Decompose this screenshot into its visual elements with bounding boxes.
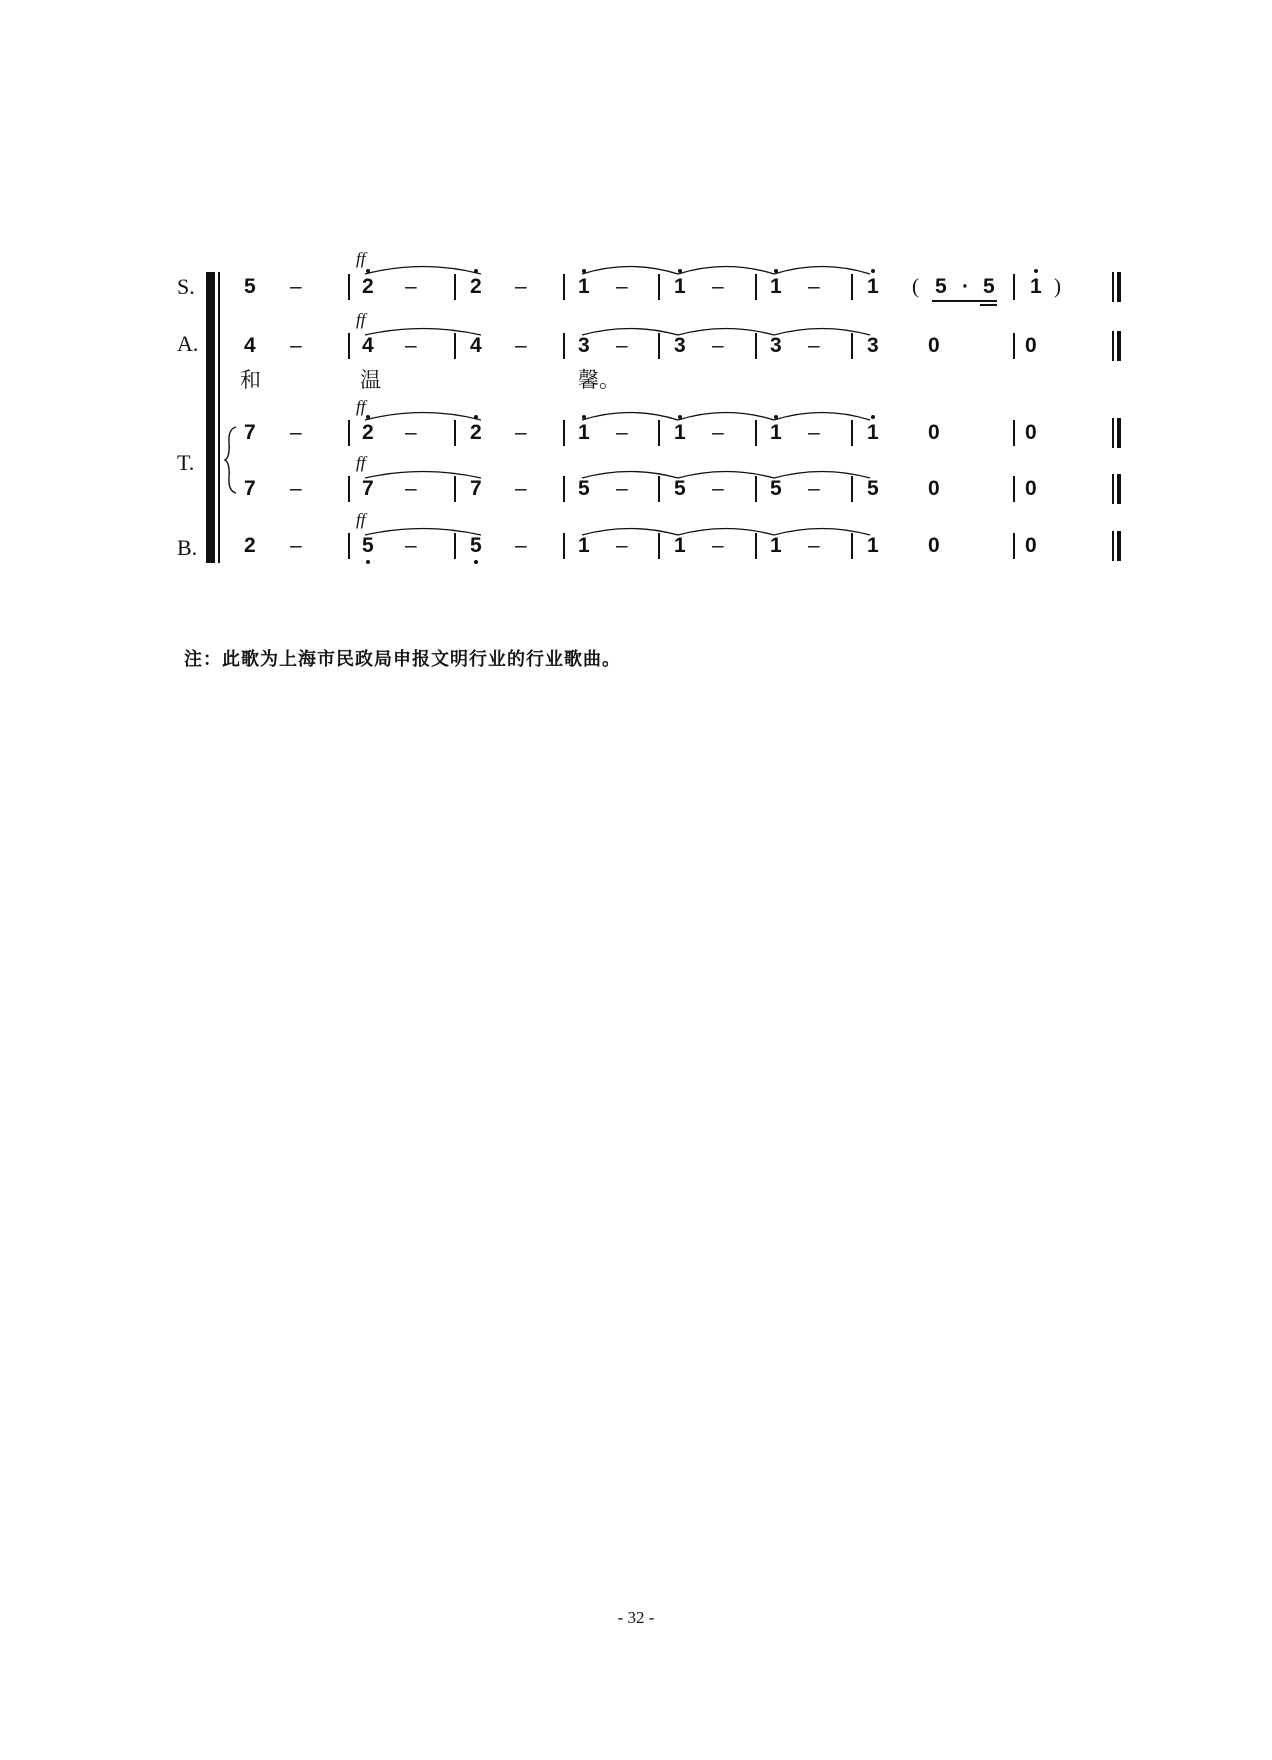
rest: 0 (1025, 421, 1037, 444)
underline (932, 300, 997, 302)
tie-slur (772, 408, 872, 422)
dash: – (712, 334, 724, 357)
staff-tenor-2 (0, 453, 1272, 522)
dash: – (616, 275, 628, 298)
note: 1 (1030, 275, 1042, 298)
barline (563, 333, 565, 359)
tie-slur (772, 262, 872, 276)
tie-slur (580, 408, 680, 422)
note: 5 (674, 477, 686, 500)
barline (1013, 533, 1015, 559)
barline (1013, 476, 1015, 502)
dash: – (616, 421, 628, 444)
dash: – (405, 534, 417, 557)
dash: – (616, 477, 628, 500)
dash: – (405, 477, 417, 500)
note: 5 (362, 534, 374, 557)
dynamic-ff: ff (356, 397, 366, 416)
tie-slur (363, 408, 483, 422)
rest: 0 (928, 534, 940, 557)
tie-slur (580, 525, 680, 537)
dash: – (515, 334, 527, 357)
note: 1 (578, 534, 590, 557)
voice-label-bass: B. (177, 535, 198, 560)
barline (348, 420, 350, 446)
dash: – (290, 477, 302, 500)
dash: – (405, 421, 417, 444)
dash: – (808, 534, 820, 557)
tie-slur (676, 408, 776, 422)
note: 5 (867, 477, 879, 500)
barline (563, 420, 565, 446)
note: 3 (674, 334, 686, 357)
barline (755, 420, 757, 446)
dash: – (290, 421, 302, 444)
underline (980, 304, 997, 306)
dot: · (962, 275, 969, 298)
footnote: 注：此歌为上海市民政局申报文明行业的行业歌曲。 (184, 649, 621, 670)
note: 1 (770, 534, 782, 557)
lyric-syllable: 和 (240, 368, 261, 392)
rest: 0 (1025, 477, 1037, 500)
octave-dot-below (474, 560, 478, 564)
note: 3 (770, 334, 782, 357)
note: 1 (867, 275, 879, 298)
tie-slur (676, 468, 776, 480)
tie-slur (676, 525, 776, 537)
tie-slur (363, 262, 483, 276)
note: 2 (244, 534, 256, 557)
dash: – (515, 477, 527, 500)
note: 1 (867, 534, 879, 557)
note: 1 (674, 421, 686, 444)
staff-soprano (0, 249, 1272, 320)
voice-label-tenor: T. (177, 450, 195, 475)
dash: – (515, 534, 527, 557)
dash: – (616, 334, 628, 357)
paren-close: ) (1054, 274, 1061, 298)
dash: – (712, 477, 724, 500)
note: 1 (578, 275, 590, 298)
dash: – (712, 534, 724, 557)
dash: – (808, 275, 820, 298)
dash: – (712, 421, 724, 444)
tie-slur (580, 468, 680, 480)
dash: – (515, 275, 527, 298)
barline (563, 476, 565, 502)
barline (1013, 420, 1015, 446)
dash: – (712, 275, 724, 298)
note: 2 (470, 421, 482, 444)
tie-slur (772, 525, 872, 537)
note: 5 (578, 477, 590, 500)
barline (348, 274, 350, 300)
tie-slur (363, 468, 483, 480)
dash: – (290, 334, 302, 357)
note: 1 (578, 421, 590, 444)
tie-slur (772, 468, 872, 480)
dynamic-ff: ff (356, 310, 366, 329)
tie-slur (363, 525, 483, 537)
note: 7 (244, 421, 256, 444)
barline (1013, 333, 1015, 359)
dash: – (515, 421, 527, 444)
dash: – (405, 334, 417, 357)
barline (658, 274, 660, 300)
staff-alto (0, 310, 1272, 379)
barline (348, 533, 350, 559)
dash: – (405, 275, 417, 298)
tie-slur (676, 262, 776, 276)
staff-bass (0, 510, 1272, 579)
note: 2 (362, 421, 374, 444)
dynamic-ff: ff (356, 510, 366, 529)
note: 1 (770, 275, 782, 298)
dash: – (290, 534, 302, 557)
barline (851, 274, 853, 300)
barline (348, 476, 350, 502)
dynamic-ff: ff (356, 453, 366, 472)
dash: – (616, 534, 628, 557)
barline (658, 420, 660, 446)
tie-slur (772, 325, 872, 337)
note: 3 (578, 334, 590, 357)
barline (563, 274, 565, 300)
barline (348, 333, 350, 359)
tie-slur (580, 325, 680, 337)
page-number: - 32 - (617, 1608, 655, 1627)
note: 7 (470, 477, 482, 500)
note: 5 (470, 534, 482, 557)
note: 5 (935, 275, 947, 298)
barline (454, 274, 456, 300)
barline (755, 274, 757, 300)
tie-slur (363, 325, 483, 337)
voice-label-soprano: S. (177, 274, 195, 299)
dynamic-ff: ff (356, 249, 366, 268)
tie-slur (580, 262, 680, 276)
rest: 0 (1025, 334, 1037, 357)
dash: – (808, 477, 820, 500)
dash: – (808, 421, 820, 444)
note: 2 (470, 275, 482, 298)
note: 5 (770, 477, 782, 500)
note: 2 (362, 275, 374, 298)
note: 7 (362, 477, 374, 500)
dash: – (808, 334, 820, 357)
barline (454, 420, 456, 446)
note: 4 (470, 334, 482, 357)
note: 1 (770, 421, 782, 444)
note: 5 (983, 275, 995, 298)
paren-open: ( (912, 274, 919, 298)
note: 4 (244, 334, 256, 357)
note: 1 (674, 275, 686, 298)
barline (563, 533, 565, 559)
staff-tenor-1 (0, 397, 1272, 466)
lyric-syllable: 馨。 (578, 368, 620, 392)
rest: 0 (928, 334, 940, 357)
rest: 0 (928, 421, 940, 444)
octave-dot-below (366, 560, 370, 564)
note: 7 (244, 477, 256, 500)
rest: 0 (928, 477, 940, 500)
note: 1 (867, 421, 879, 444)
dash: – (290, 275, 302, 298)
barline (851, 420, 853, 446)
tie-slur (676, 325, 776, 337)
voice-label-alto: A. (177, 331, 199, 356)
note: 1 (674, 534, 686, 557)
rest: 0 (1025, 534, 1037, 557)
lyric-syllable: 温 (360, 368, 381, 392)
octave-dot-above (1034, 269, 1038, 273)
note: 3 (867, 334, 879, 357)
note: 4 (362, 334, 374, 357)
barline (1013, 274, 1015, 300)
note: 5 (244, 275, 256, 298)
